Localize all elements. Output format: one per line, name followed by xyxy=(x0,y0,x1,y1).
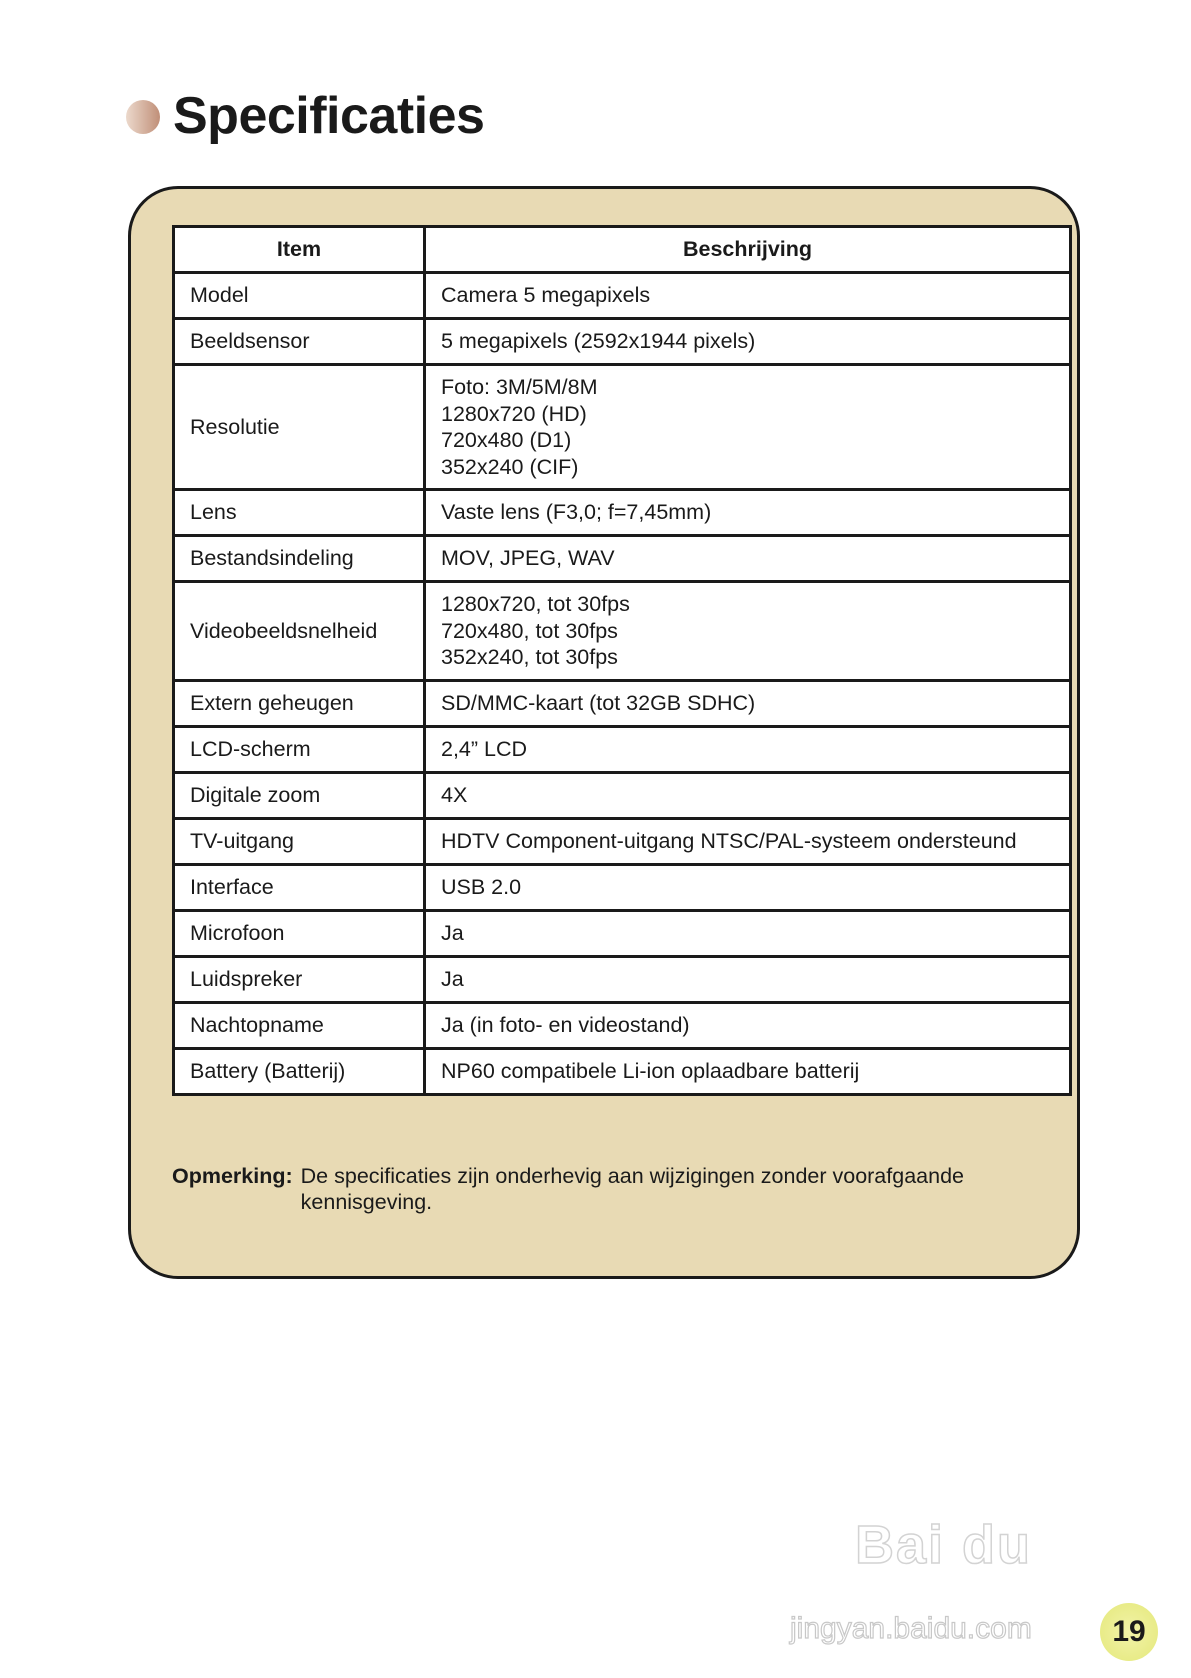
description-line: 720x480, tot 30fps xyxy=(441,618,618,643)
cell-item: Model xyxy=(174,273,425,319)
cell-description xyxy=(425,1048,1071,1094)
cell-item: LCD-scherm xyxy=(174,726,425,772)
cell-item: Beeldsensor xyxy=(174,319,425,365)
cell-item: Digitale zoom xyxy=(174,772,425,818)
table-row xyxy=(174,319,1071,365)
page-title: Specificaties xyxy=(173,87,485,145)
section-bullet-icon xyxy=(126,100,160,134)
table-row xyxy=(174,365,1071,490)
description-line: Ja (in foto- en videostand) xyxy=(441,1012,690,1037)
header-item: Item xyxy=(174,227,425,273)
cell-description xyxy=(425,1002,1071,1048)
cell-description xyxy=(425,956,1071,1002)
description-line: MOV, JPEG, WAV xyxy=(441,546,615,571)
description-line: USB 2.0 xyxy=(441,874,522,899)
description-line: SD/MMC-kaart (tot 32GB SDHC) xyxy=(441,690,756,715)
description-line: Camera 5 megapixels xyxy=(441,283,651,308)
cell-description xyxy=(425,365,1071,490)
table-row xyxy=(174,818,1071,864)
cell-item: Resolutie xyxy=(174,365,425,490)
table-row xyxy=(174,1048,1071,1094)
description-line: 1280x720, tot 30fps xyxy=(441,592,630,616)
spec-table xyxy=(172,225,1072,1096)
note-text: De specificaties zijn onderhevig aan wijzigingen zonder voorafgaande kennisgeving. xyxy=(300,1164,964,1214)
description-line: Foto: 3M/5M/8M xyxy=(441,375,598,399)
header-description: Beschrijving xyxy=(425,227,1071,273)
table-row xyxy=(174,910,1071,956)
note-label: Opmerking: xyxy=(172,1164,293,1188)
cell-item: Extern geheugen xyxy=(174,680,425,726)
table-header-row xyxy=(174,227,1071,273)
table-row xyxy=(174,772,1071,818)
description-line: 352x240 (CIF) xyxy=(441,454,579,479)
cell-item: Microfoon xyxy=(174,910,425,956)
cell-description xyxy=(425,680,1071,726)
description-line: NP60 compatibele Li-ion oplaadbare batterij xyxy=(441,1058,860,1083)
description-line: 5 megapixels (2592x1944 pixels) xyxy=(441,329,756,354)
description-line: 352x240, tot 30fps xyxy=(441,645,618,669)
description-line: 4X xyxy=(441,782,468,807)
page-number: 19 xyxy=(1100,1603,1158,1661)
cell-description xyxy=(425,772,1071,818)
cell-item: Luidspreker xyxy=(174,956,425,1002)
note xyxy=(172,1163,1062,1215)
table-row xyxy=(174,864,1071,910)
table-row xyxy=(174,680,1071,726)
table-row xyxy=(174,956,1071,1002)
description-line: 1280x720 (HD) xyxy=(441,401,587,426)
description-line: 2,4” LCD xyxy=(441,736,528,761)
cell-description xyxy=(425,319,1071,365)
watermark-logo: Bai du xyxy=(855,1515,1033,1575)
watermark-url: jingyan.baidu.com xyxy=(790,1612,1032,1645)
description-line: Ja xyxy=(441,920,464,945)
cell-item: Battery (Batterij) xyxy=(174,1048,425,1094)
cell-item: TV-uitgang xyxy=(174,818,425,864)
cell-description xyxy=(425,273,1071,319)
cell-description xyxy=(425,726,1071,772)
table-row xyxy=(174,273,1071,319)
cell-description xyxy=(425,536,1071,582)
table-row xyxy=(174,536,1071,582)
table-row xyxy=(174,490,1071,536)
cell-description xyxy=(425,864,1071,910)
cell-item: Lens xyxy=(174,490,425,536)
table-row xyxy=(174,726,1071,772)
cell-item: Bestandsindeling xyxy=(174,536,425,582)
cell-description xyxy=(425,490,1071,536)
description-line: HDTV Component-uitgang NTSC/PAL-systeem ondersteund xyxy=(441,828,1017,853)
cell-item: Videobeeldsnelheid xyxy=(174,582,425,681)
description-line: Ja xyxy=(441,966,464,991)
cell-item: Nachtopname xyxy=(174,1002,425,1048)
description-line: Vaste lens (F3,0; f=7,45mm) xyxy=(441,500,712,525)
cell-description xyxy=(425,818,1071,864)
table-row xyxy=(174,1002,1071,1048)
cell-item: Interface xyxy=(174,864,425,910)
table-row xyxy=(174,582,1071,681)
cell-description xyxy=(425,910,1071,956)
description-line: 720x480 (D1) xyxy=(441,428,572,452)
cell-description xyxy=(425,582,1071,681)
